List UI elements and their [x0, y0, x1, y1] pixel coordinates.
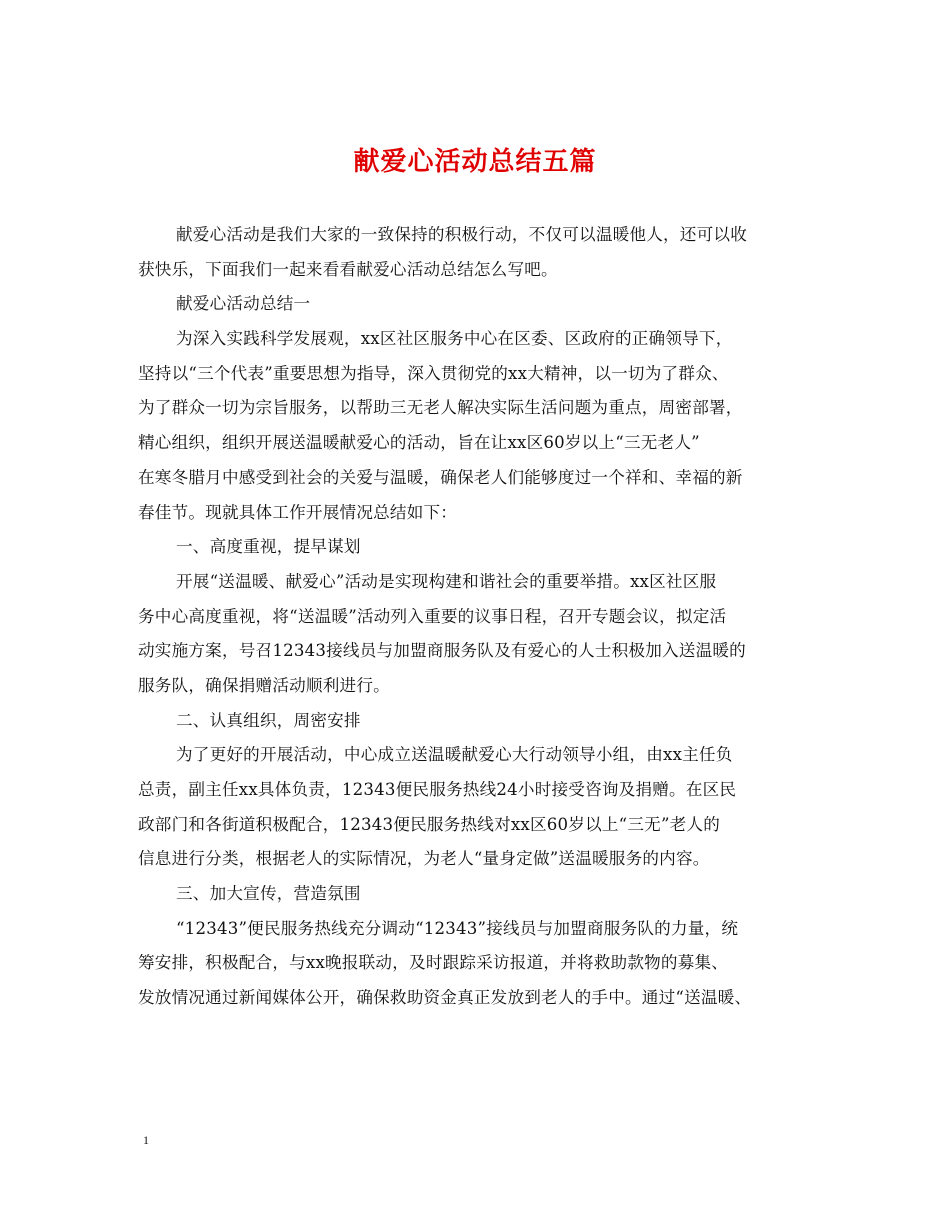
body-line: 获快乐，下面我们一起来看看献爱心活动总结怎么写吧。: [138, 259, 558, 279]
body-line: 精心组织，组织开展送温暖献爱心的活动，旨在让xx区60岁以上“三无老人”: [138, 433, 700, 453]
section-heading: 一、高度重视，提早谋划: [176, 537, 361, 557]
body-line: 为了群众一切为宗旨服务，以帮助三无老人解决实际生活问题为重点，周密部署，: [138, 398, 743, 418]
body-line: 总责，副主任xx具体负责，12343便民服务热线24小时接受咨询及捐赠。在区民: [138, 780, 737, 799]
page-number: 1: [143, 1133, 149, 1147]
body-line: 动实施方案，号召12343接线员与加盟商服务队及有爱心的人士积极加入送温暖的: [138, 641, 746, 661]
document-title: 献爱心活动总结五篇: [353, 147, 597, 177]
body-line: 在寒冬腊月中感受到社会的关爱与温暖，确保老人们能够度过一个祥和、幸福的新: [138, 467, 743, 487]
body-line: 务中心高度重视，将“送温暖”活动列入重要的议事日程，召开专题会议，拟定活: [138, 606, 727, 626]
body-line: 筹安排，积极配合，与xx晚报联动，及时跟踪采访报道，并将救助款物的募集、: [138, 953, 729, 973]
body-line: 发放情况通过新闻媒体公开，确保救助资金真正发放到老人的手中。通过“送温暖、: [138, 988, 752, 1008]
body-line: 为深入实践科学发展观，xx区社区服务中心在区委、区政府的正确领导下，: [176, 329, 733, 349]
body-line: 服务队，确保捐赠活动顺利进行。: [138, 675, 390, 695]
body-line: 为了更好的开展活动，中心成立送温暖献爱心大行动领导小组，由xx主任负: [176, 745, 733, 765]
body-line: 政部门和各街道积极配合，12343便民服务热线对xx区60岁以上“三无”老人的: [138, 814, 721, 834]
section-heading: 二、认真组织，周密安排: [176, 710, 361, 730]
body-line: 开展“送温暖、献爱心”活动是实现构建和谐社会的重要举措。xx区社区服: [176, 571, 717, 591]
body-line: 春佳节。现就具体工作开展情况总结如下：: [138, 502, 458, 522]
body-line: 坚持以“三个代表”重要思想为指导，深入贯彻党的xx大精神，以一切为了群众、: [138, 363, 729, 383]
section-heading: 献爱心活动总结一: [176, 294, 311, 314]
section-heading: 三、加大宣传，营造氛围: [176, 884, 361, 904]
body-line: 献爱心活动是我们大家的一致保持的积极行动，不仅可以温暖他人，还可以收: [176, 225, 747, 244]
document-body: [138, 218, 818, 1016]
body-line: “12343”便民服务热线充分调动“12343”接线员与加盟商服务队的力量，统: [176, 918, 739, 938]
body-line: 信息进行分类，根据老人的实际情况，为老人“量身定做”送温暖服务的内容。: [138, 849, 710, 869]
